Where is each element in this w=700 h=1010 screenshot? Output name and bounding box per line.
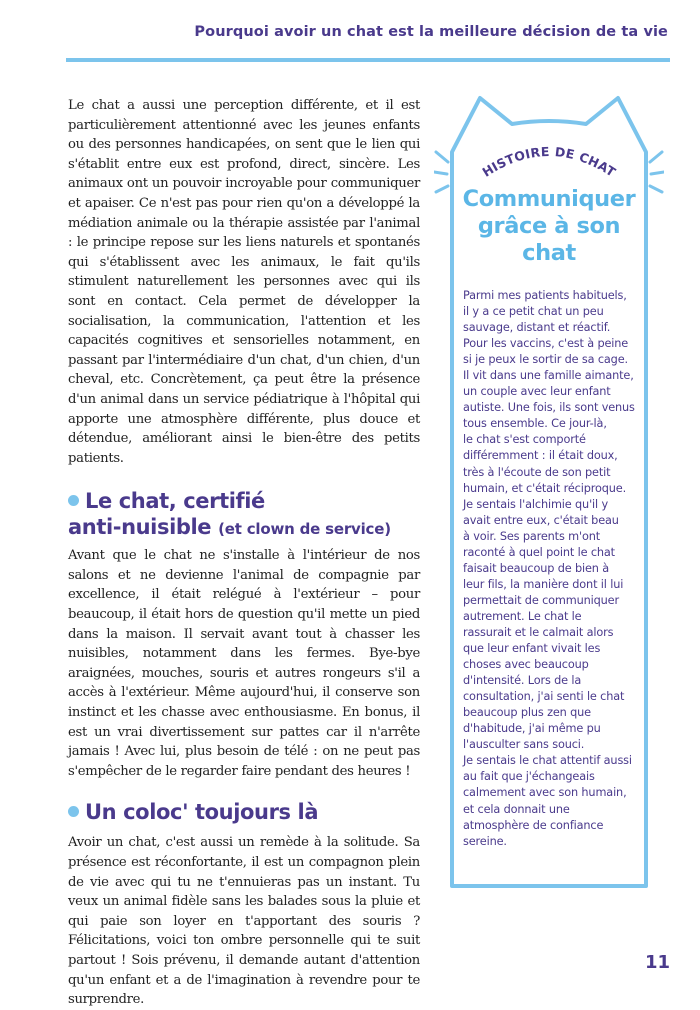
sidebar-body-line: Il vit dans une famille aimante, <box>463 369 634 383</box>
running-title: Pourquoi avoir un chat est la meilleure décision de ta vie <box>194 24 668 40</box>
sidebar-body-line: très à l'écoute de son petit <box>463 465 611 479</box>
sidebar-body-line: à voir. Ses parents m'ont <box>463 529 601 543</box>
main-column <box>68 96 420 1010</box>
sidebar-title-line: chat <box>522 240 576 266</box>
sidebar-body-line: raconté à quel point le chat <box>463 545 615 559</box>
sidebar-body-line: différemment : il était doux, <box>463 449 618 463</box>
section-title-text: Un coloc' toujours là <box>85 800 319 825</box>
sidebar-body-line: sereine. <box>463 834 507 848</box>
sidebar-body-line: Je sentais l'alchimie qu'il y <box>463 497 608 511</box>
sidebar-body-line: permettait de communiquer <box>463 593 619 607</box>
sidebar-cat-story <box>434 86 664 894</box>
section-title-line2: anti-nuisible <box>68 515 212 540</box>
sidebar-body-line: le chat s'est comporté <box>463 433 586 447</box>
sidebar-body-line: sauvage, distant et réactif. <box>463 321 611 335</box>
sidebar-body-line: d'habitude, j'ai même pu <box>463 722 601 736</box>
sidebar-body-line: l'ausculter sans souci. <box>463 738 585 752</box>
sidebar-body <box>463 288 653 850</box>
sidebar-body-line: d'intensité. Lors de la <box>463 674 582 688</box>
sidebar-body-line: avait entre eux, c'était beau <box>463 513 619 527</box>
sidebar-body-line: que leur enfant vivait les <box>463 642 601 656</box>
section-title-coloc <box>68 799 420 825</box>
sidebar-title-line: Communiquer <box>462 186 636 212</box>
sidebar-body-line: leur fils, la manière dont il lui <box>463 577 624 591</box>
section-title-suffix: (et clown de service) <box>218 520 391 539</box>
sidebar-body-line: tous ensemble. Ce jour-là, <box>463 417 607 431</box>
sidebar-body-line: Pour les vaccins, c'est à peine <box>463 337 629 351</box>
sidebar-body-line: un couple avec leur enfant <box>463 385 611 399</box>
sidebar-body-line: Parmi mes patients habituels, <box>463 289 627 302</box>
sidebar-body-line: il y a ce petit chat un peu <box>463 305 604 319</box>
bullet-icon <box>68 806 79 817</box>
sidebar-body-line: humain, et c'était réciproque. <box>463 481 627 495</box>
bullet-icon <box>68 495 79 506</box>
sidebar-body-line: rassurait et le calmait alors <box>463 625 614 639</box>
sidebar-body-line: calmement avec son humain, <box>463 786 627 800</box>
sidebar-title-line: grâce à son <box>477 213 621 239</box>
header-rule <box>66 58 670 62</box>
section-body-coloc: Avoir un chat, c'est aussi un remède à la solitude. Sa présence est réconfortante, il est un compagnon plein de vie avec qui tu ne t'ennuieras pas un instant. Tu veux un animal fidèle sans les balades sous la pluie et qui paie son loyer en t'apportant des souris ? Félicitations, voici ton ombre personnelle qui te suit partout ! Sois prévenu, il demande autant d'attention qu'un enfant et a de l'imagination à revendre pour te surprendre. <box>68 835 420 1008</box>
sidebar-body-line: atmosphère de confiance <box>463 818 604 832</box>
sidebar-body-line: autrement. Le chat le <box>463 609 582 623</box>
sidebar-kicker: HISTOIRE DE CHAT <box>479 143 619 180</box>
sidebar-body-line: consultation, j'ai senti le chat <box>463 690 625 704</box>
svg-text:HISTOIRE DE CHAT <box>479 144 618 180</box>
section-body-anti-nuisible: Avant que le chat ne s'installe à l'intérieur de nos salons et ne devienne l'animal de compagnie par excellence, il était relégué à l'extérieur – pour beaucoup, il était hors de question qu'il mette un pied dans la maison. Il servait avant tout à chasser les nuisibles, notamment dans les fermes. Bye-bye araignées, mouches, souris et autres rongeurs s'il a accès à l'extérieur. Même aujourd'hui, il conserve son instinct et les chasse avec enthousiasme. En bonus, il est un vrai divertissement sur pattes car il n'arrête jamais ! Avec lui, plus besoin de télé : on ne peut pas s'empêcher de le regarder faire pendant des heures ! <box>68 548 420 779</box>
sidebar-title <box>456 186 642 267</box>
intro-paragraph: Le chat a aussi une perception différente, et il est particulièrement attentionné avec les jeunes enfants ou des personnes handicapées, on sent que le lien qui s'établit entre eux est profond, direct, sincère. Les animaux ont un pouvoir incroyable pour communiquer et apaiser. Ce n'est pas pour rien qu'on a développé la médiation animale ou la thérapie assistée par l'animal : le principe repose sur les liens naturels et spontanés qui s'établissent avec les animaux, le fait qu'ils stimulent naturellement les personnes avec qui ils sont en contact. Cela permet de développer la socialisation, la communication, l'attention et les capacités cognitives et sensorielles notamment, en passant par l'intermédiaire d'un chat, d'un chien, d'un cheval, etc. Concrètement, ça peut être la présence d'un animal dans un service pédiatrique à l'hôpital qui apporte une atmosphère différente, plus douce et détendue, améliorant ainsi le bien-être des petits patients. <box>68 98 420 466</box>
sidebar-body-line: si je peux le sortir de sa cage. <box>463 353 628 367</box>
sidebar-body-line: beaucoup plus zen que <box>463 706 591 720</box>
sidebar-body-line: et cela donnait une <box>463 802 570 816</box>
sidebar-body-line: au fait que j'échangeais <box>463 770 595 784</box>
sidebar-body-line: choses avec beaucoup <box>463 658 589 672</box>
sidebar-body-line: autiste. Une fois, ils sont venus <box>463 401 635 415</box>
section-title-anti-nuisible <box>68 488 420 542</box>
page-number: 11 <box>644 952 670 973</box>
sidebar-body-line: Je sentais le chat attentif aussi <box>463 754 632 768</box>
sidebar-body-line: faisait beaucoup de bien à <box>463 561 609 575</box>
section-title-line1: Le chat, certifié <box>85 489 265 514</box>
